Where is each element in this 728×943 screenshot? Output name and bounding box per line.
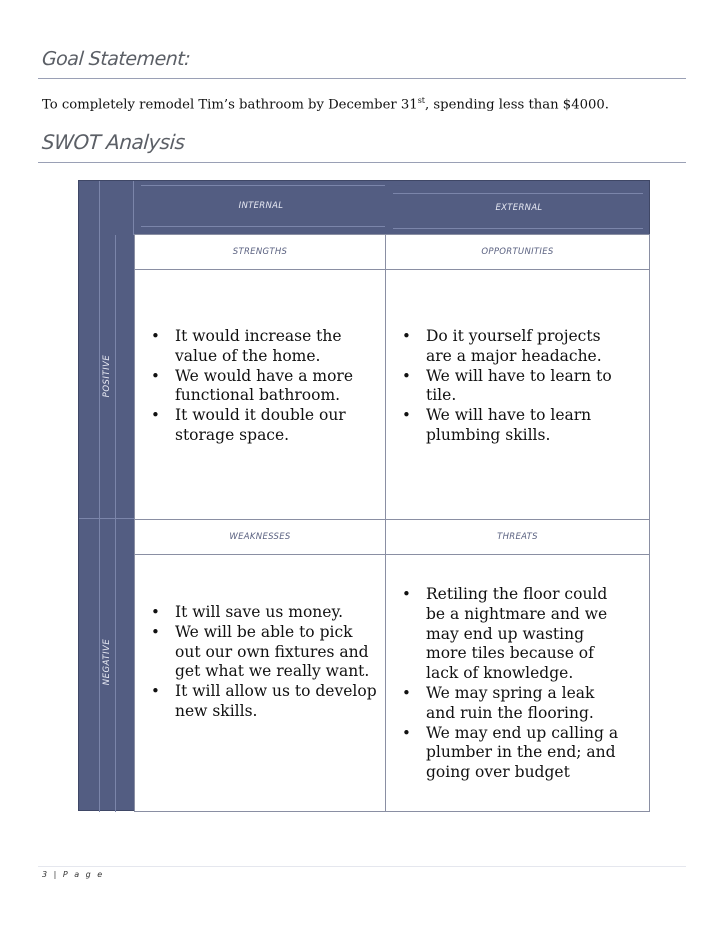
goal-statement-text [42, 96, 609, 112]
list-item: • We would have a more functional bathroom. [147, 367, 377, 407]
list-item: • We will have to learn to tile. [398, 367, 628, 407]
page-number: 3 | P a g e [42, 870, 105, 879]
opportunities-header-cell [385, 234, 650, 270]
header-internal: INTERNAL [238, 201, 284, 211]
grid-decor-line [99, 181, 100, 235]
header-external: EXTERNAL [495, 203, 543, 213]
grid-decor-line [133, 181, 134, 235]
list-item: • It would it double our storage space. [147, 406, 377, 446]
strengths-title: STRENGTHS [232, 247, 288, 257]
swot-analysis-heading: SWOT Analysis [41, 130, 186, 154]
list-item: • We may spring a leak and ruin the flooring. [398, 684, 628, 724]
opportunities-title: OPPORTUNITIES [481, 247, 554, 257]
list-item: • We may end up calling a plumber in the end; and going over budget [398, 724, 628, 783]
list-item: • It will save us money. [147, 603, 377, 623]
heading-divider [38, 78, 686, 79]
goal-text-main: To completely remodel Tim’s bathroom by December 31 [42, 97, 418, 113]
strengths-header-cell [134, 234, 386, 270]
threats-list [398, 585, 628, 783]
opportunities-cell [385, 269, 650, 520]
list-item: • It will allow us to develop new skills. [147, 682, 377, 722]
list-item: • It would increase the value of the home. [147, 327, 377, 367]
list-item: • We will have to learn plumbing skills. [398, 406, 628, 446]
goal-text-superscript: st [417, 96, 426, 105]
row-label-negative: NEGATIVE [102, 638, 112, 686]
strengths-cell [134, 269, 386, 520]
heading-divider [38, 162, 686, 163]
row-divider [79, 518, 135, 519]
list-item: • Do it yourself projects are a major headache. [398, 327, 628, 367]
footer-divider [38, 866, 686, 867]
threats-title: THREATS [497, 532, 538, 542]
weaknesses-list [147, 603, 377, 722]
threats-cell [385, 554, 650, 812]
row-label-line [115, 235, 116, 812]
threats-header-cell [385, 519, 650, 555]
row-label-positive: POSITIVE [102, 354, 112, 398]
strengths-list [147, 327, 377, 446]
opportunities-list [398, 327, 628, 446]
swot-grid [78, 180, 650, 811]
goal-text-end: , spending less than $4000. [425, 97, 609, 113]
weaknesses-header-cell [134, 519, 386, 555]
weaknesses-title: WEAKNESSES [229, 532, 291, 542]
weaknesses-cell [134, 554, 386, 812]
list-item: • Retiling the floor could be a nightmare and we may end up wasting more tiles because of lack of knowledge. [398, 585, 628, 684]
goal-statement-heading: Goal Statement: [41, 48, 191, 70]
list-item: • We will be able to pick out our own fixtures and get what we really want. [147, 623, 377, 682]
row-label-line [99, 235, 100, 812]
